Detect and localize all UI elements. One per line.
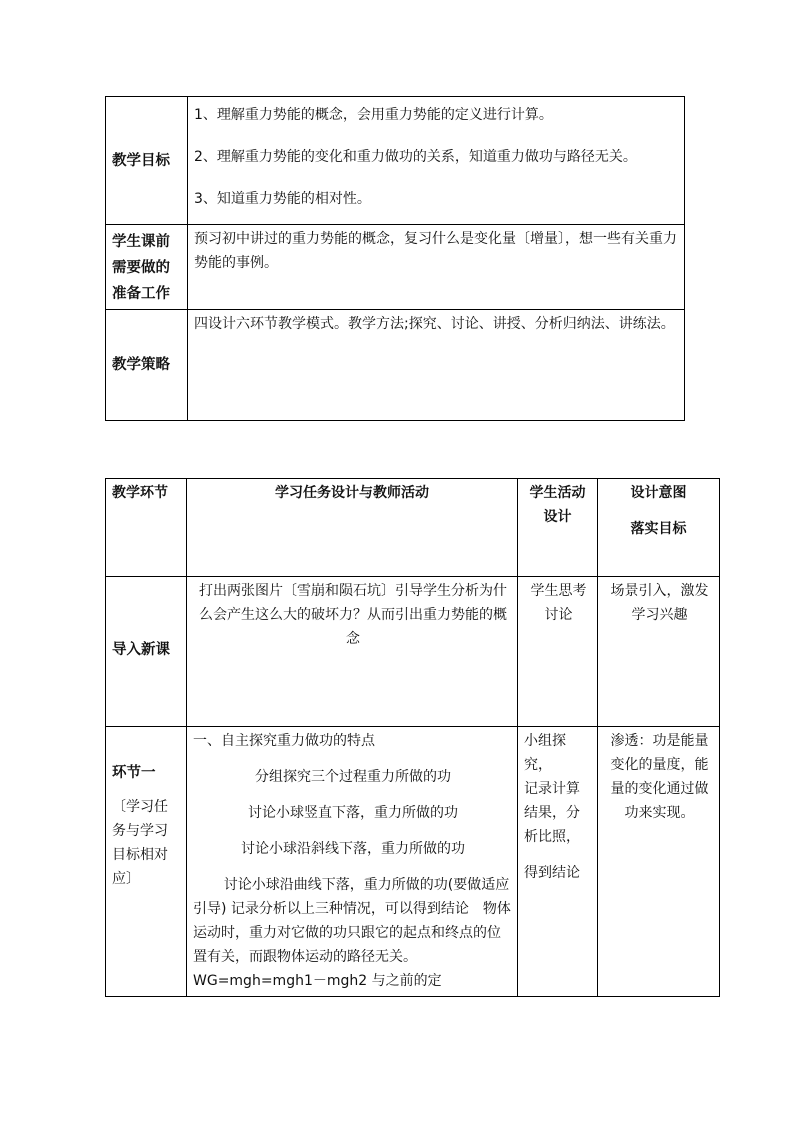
objective-item: 3、知道重力势能的相对性。 <box>194 191 371 207</box>
objectives-cell <box>188 97 685 225</box>
objectives-table <box>105 96 685 421</box>
cell-text: 教学策略 <box>112 357 170 373</box>
strategy-text: 四设计六环节教学模式。教学方法;探究、讨论、讲授、分析归纳法、讲练法。 <box>194 316 675 332</box>
header-stage <box>106 479 187 577</box>
sublabel-line: 〔学习任 <box>112 799 168 815</box>
header-intent <box>598 479 720 577</box>
intro-activity-cell <box>187 577 518 727</box>
sublabel-line: 应〕 <box>112 871 140 887</box>
cell-text: 导入新课 <box>112 641 170 658</box>
cell-text: 教学目标 <box>112 152 170 169</box>
student-line: 析比照， <box>524 829 580 845</box>
header-activity <box>187 479 518 577</box>
table-row <box>106 727 720 997</box>
stage-one-student-cell <box>518 727 598 997</box>
header-text: 学习任务设计与教师活动 <box>275 485 429 501</box>
row-label-strategy <box>106 310 188 421</box>
stage-one-activity-cell <box>187 727 518 997</box>
header-student <box>518 479 598 577</box>
table-row <box>106 577 720 727</box>
activity-text: 打出两张图片〔雪崩和陨石坑〕引导学生分析为什么会产生这么大的破坏力？从而引出重力势能的概念 <box>199 583 507 647</box>
stage-one-intent-cell <box>598 727 720 997</box>
preparation-text: 预习初中讲过的重力势能的概念，复习什么是变化量〔增量〕，想一些有关重力势能的事例。 <box>194 231 677 271</box>
row-label-stage-one <box>106 727 187 997</box>
activity-line: 讨论小球竖直下落，重力所做的功 <box>248 805 458 821</box>
intent-text: 渗透：功是能量变化的量度，能量的变化通过做功来实现。 <box>610 733 709 821</box>
sublabel-line: 务与学习 <box>112 823 168 839</box>
student-line: 结果，分 <box>524 805 580 821</box>
label-line: 准备工作 <box>112 286 170 302</box>
row-label-intro <box>106 577 187 727</box>
header-line: 落实目标 <box>630 521 687 537</box>
table-row <box>106 225 685 310</box>
activity-paragraph: 讨论小球沿曲线下落，重力所做的功(要做适应引导) 记录分析以上三种情况，可以得到结论 物体运动时，重力对它做的功只跟它的起点和终点的位置有关，而跟物体运动的路径无关。 WG=mgh=mgh1－mgh2 与之前的定 <box>193 877 511 989</box>
activity-line: 讨论小球沿斜线下落，重力所做的功 <box>241 841 465 857</box>
header-text: 教学环节 <box>112 485 168 501</box>
objective-item: 1、理解重力势能的概念，会用重力势能的定义进行计算。 <box>194 107 553 123</box>
row-label-objectives <box>106 97 188 225</box>
intent-line: 场景引入，激发 <box>610 583 709 599</box>
header-row <box>106 479 720 577</box>
intent-line: 学习兴趣 <box>631 607 688 623</box>
student-line: 讨论 <box>544 607 573 623</box>
label-line: 学生课前 <box>112 234 170 250</box>
student-line: 记录计算 <box>524 781 580 797</box>
preparation-cell <box>188 225 685 310</box>
intro-intent-cell <box>598 577 720 727</box>
sublabel-line: 目标相对 <box>112 847 168 863</box>
strategy-cell <box>188 310 685 421</box>
header-line: 设计 <box>543 509 572 525</box>
label-line: 需要做的 <box>112 260 170 276</box>
student-line: 小组探究， <box>524 733 566 773</box>
header-line: 学生活动 <box>529 485 586 501</box>
table-row <box>106 97 685 225</box>
stage-label: 环节一 <box>112 765 156 781</box>
table-row <box>106 310 685 421</box>
row-label-preparation <box>106 225 188 310</box>
student-line: 学生思考 <box>530 583 587 599</box>
header-line: 设计意图 <box>630 485 687 501</box>
student-line: 得到结论 <box>524 865 580 881</box>
intro-student-cell <box>518 577 598 727</box>
objective-item: 2、理解重力势能的变化和重力做功的关系，知道重力做功与路径无关。 <box>194 149 637 165</box>
activity-line: 分组探究三个过程重力所做的功 <box>255 769 451 785</box>
activity-title: 一、自主探究重力做功的特点 <box>193 733 375 749</box>
lesson-plan-table <box>105 478 720 997</box>
